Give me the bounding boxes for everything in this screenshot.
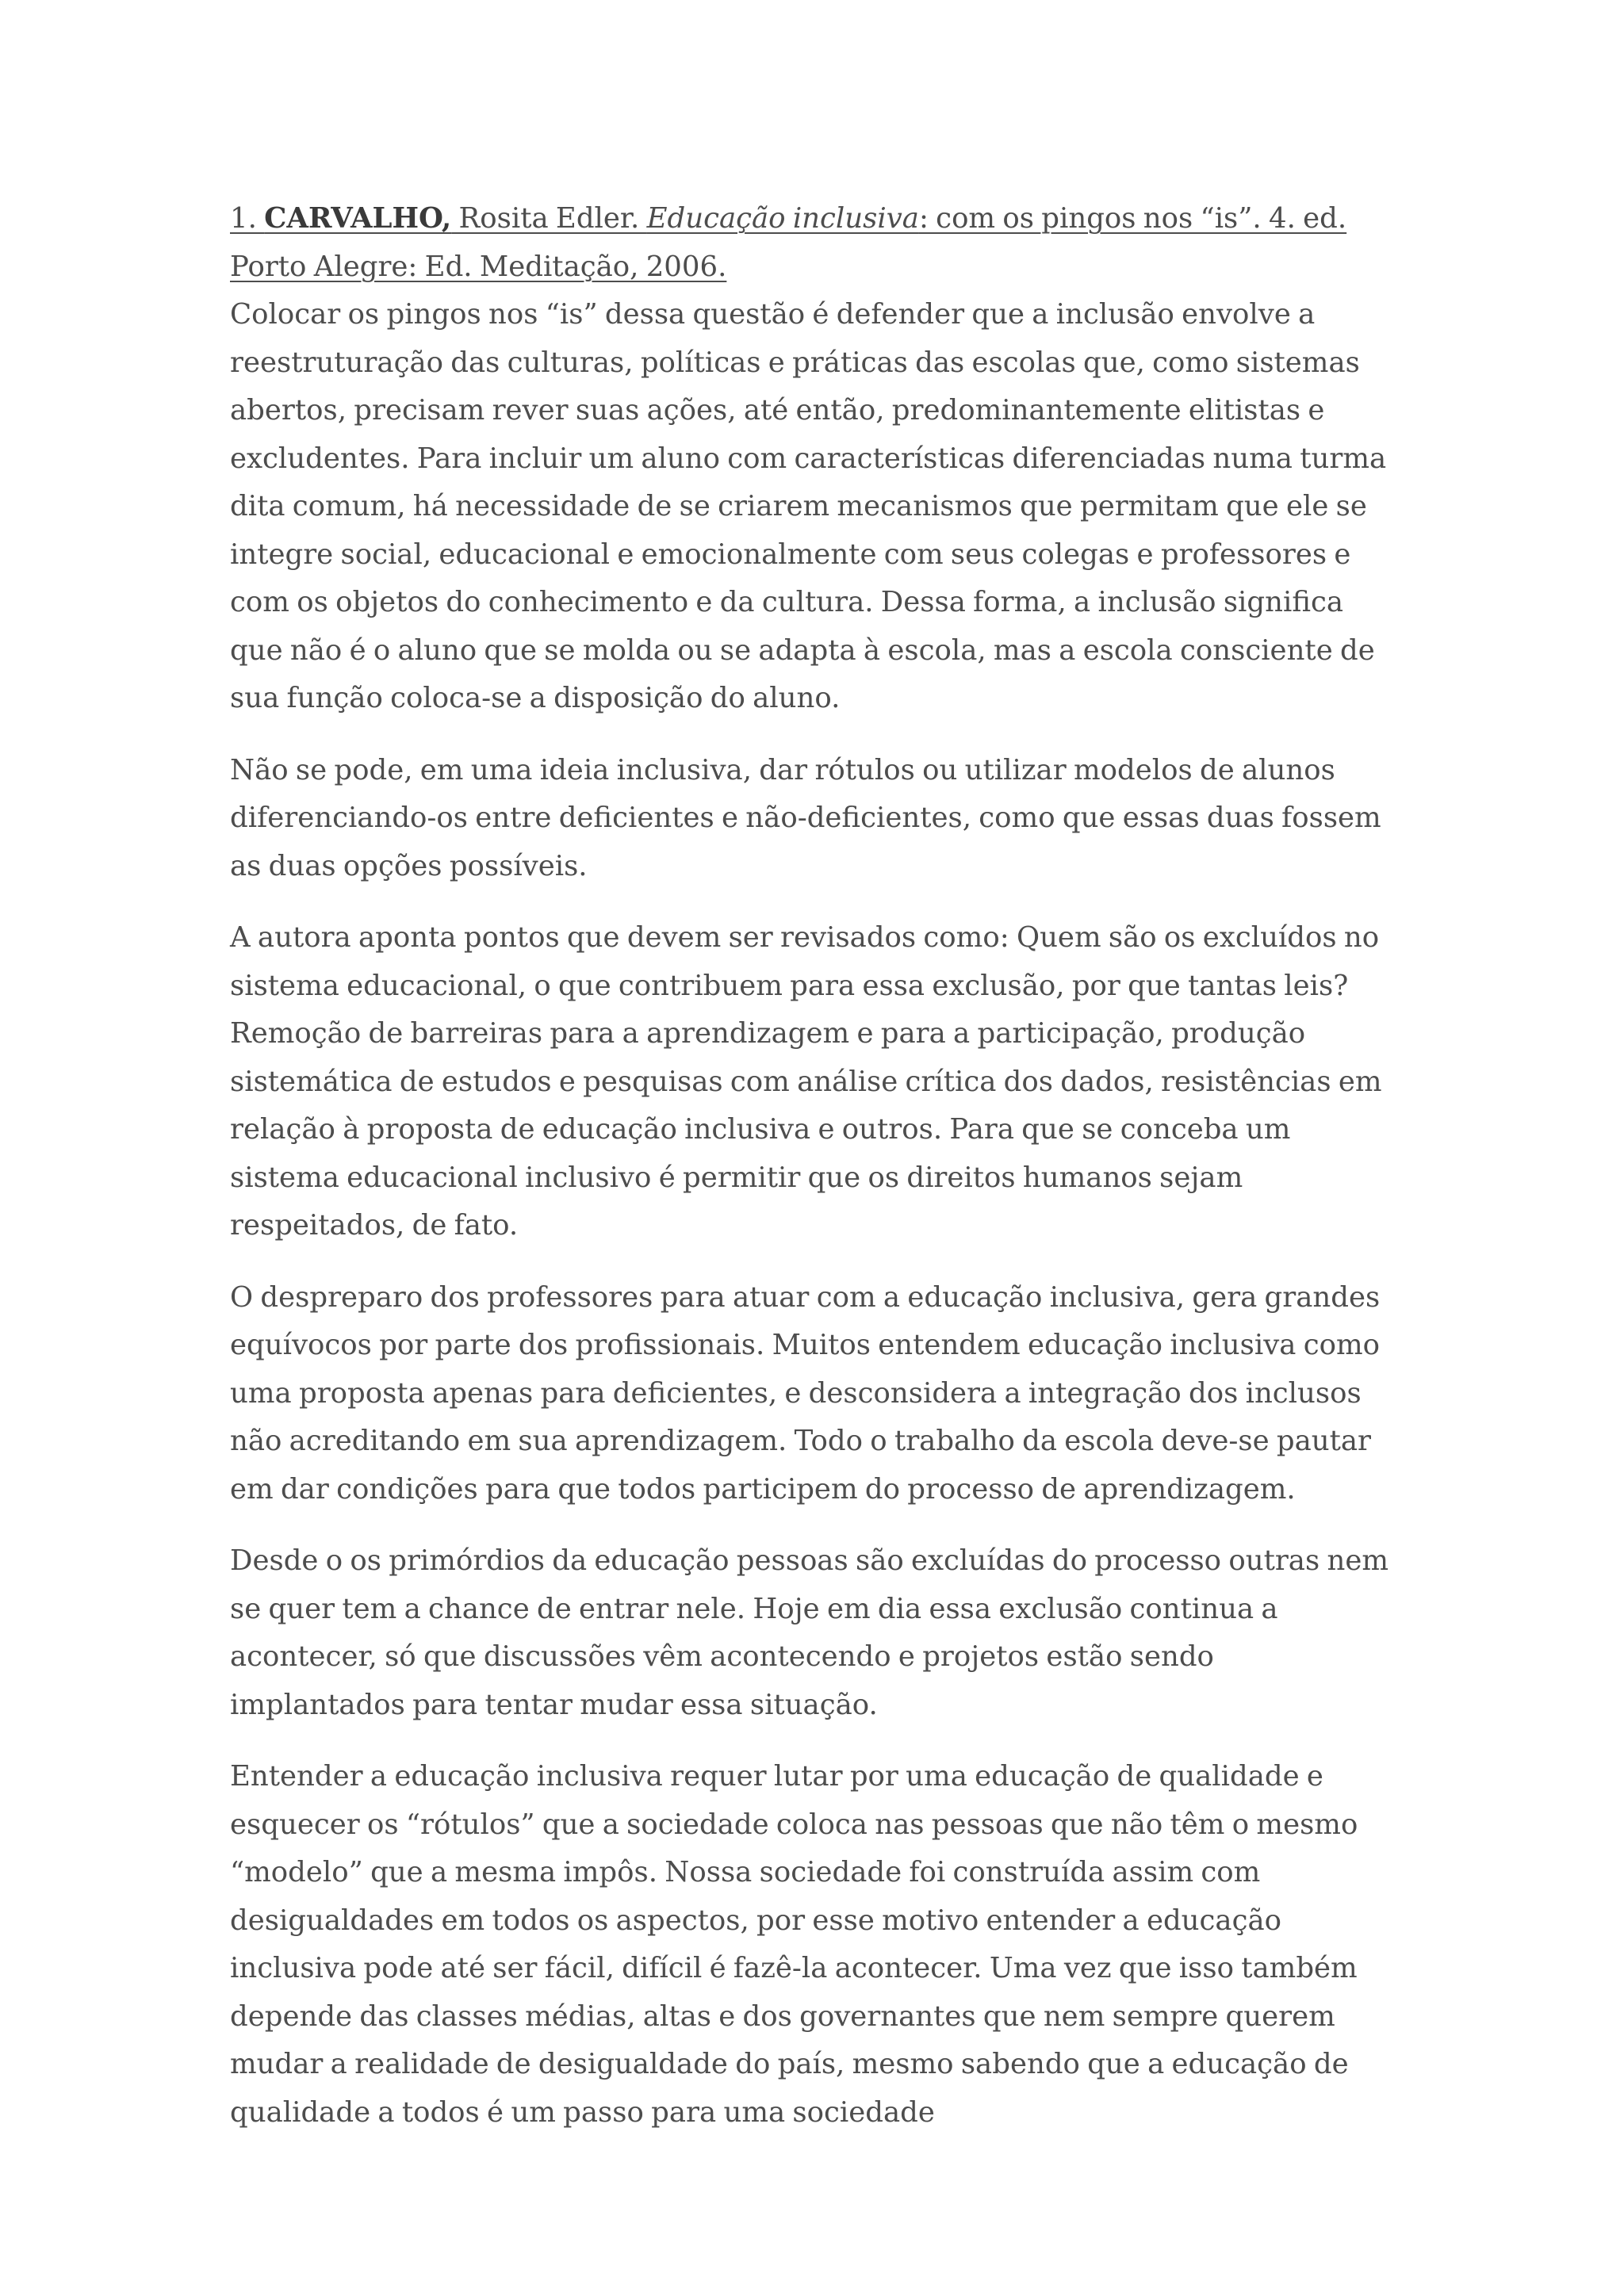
paragraph-1: Colocar os pingos nos “is” dessa questão é defender que a inclusão envolve a reestruturação das culturas, políticas e práticas das escolas que, como sistemas abertos, precisam rever suas ações, até então, predominantemente elitistas e excludentes. Para incluir um aluno com características diferenciadas numa turma dita comum, há necessidade de se criarem mecanismos que permitam que ele se integre social, educacional e emocionalmente com seus colegas e professores e com os objetos do conhecimento e da cultura. Dessa forma, a inclusão significa que não é o aluno que se molda ou se adapta à escola, mas a escola consciente de sua função coloca-se a disposição do aluno. xyxy=(230,298,1387,714)
citation-publication-details: : com os pingos nos “is”. 4. ed. Porto Alegre: Ed. Meditação, 2006. xyxy=(230,202,1347,283)
citation-number: 1. xyxy=(230,202,265,235)
paragraph-5: Desde o os primórdios da educação pessoas são excluídas do processo outras nem se quer tem a chance de entrar nele. Hoje em dia essa exclusão continua a acontecer, só que discussões vêm acontecendo e projetos estão sendo implantados para tentar mudar essa situação. xyxy=(230,1544,1389,1721)
reference-citation xyxy=(230,195,1396,291)
citation-author-name: Rosita Edler. xyxy=(451,202,647,235)
citation-book-title: Educação inclusiva xyxy=(646,202,919,235)
paragraph-4: O despreparo dos professores para atuar com a educação inclusiva, gera grandes equívocos por parte dos profissionais. Muitos entendem educação inclusiva como uma proposta apenas para deficientes, e desconsidera a integração dos inclusos não acreditando em sua aprendizagem. Todo o trabalho da escola deve-se pautar em dar condições para que todos participem do processo de aprendizagem. xyxy=(230,1280,1381,1506)
paragraph-3: A autora aponta pontos que devem ser revisados como: Quem são os excluídos no sistema educacional, o que contribuem para essa exclusão, por que tantas leis? Remoção de barreiras para a aprendizagem e para a participação, produção sistemática de estudos e pesquisas com análise crítica dos dados, resistências em relação à proposta de educação inclusiva e outros. Para que se conceba um sistema educacional inclusivo é permitir que os direitos humanos sejam respeitados, de fato. xyxy=(230,921,1382,1242)
paragraph-2: Não se pode, em uma ideia inclusiva, dar rótulos ou utilizar modelos de alunos diferenciando-os entre deficientes e não-deficientes, como que essas duas fossem as duas opções possíveis. xyxy=(230,753,1381,882)
document-page xyxy=(230,195,1396,2160)
paragraph-6: Entender a educação inclusiva requer lutar por uma educação de qualidade e esquecer os “rótulos” que a sociedade coloca nas pessoas que não têm o mesmo “modelo” que a mesma impôs. Nossa sociedade foi construída assim com desigualdades em todos os aspectos, por esse motivo entender a educação inclusiva pode até ser fácil, difícil é fazê-la acontecer. Uma vez que isso também depende das classes médias, altas e dos governantes que nem sempre querem mudar a realidade de desigualdade do país, mesmo sabendo que a educação de qualidade a todos é um passo para uma sociedade xyxy=(230,1760,1358,2129)
citation-author: CARVALHO, xyxy=(264,202,452,235)
